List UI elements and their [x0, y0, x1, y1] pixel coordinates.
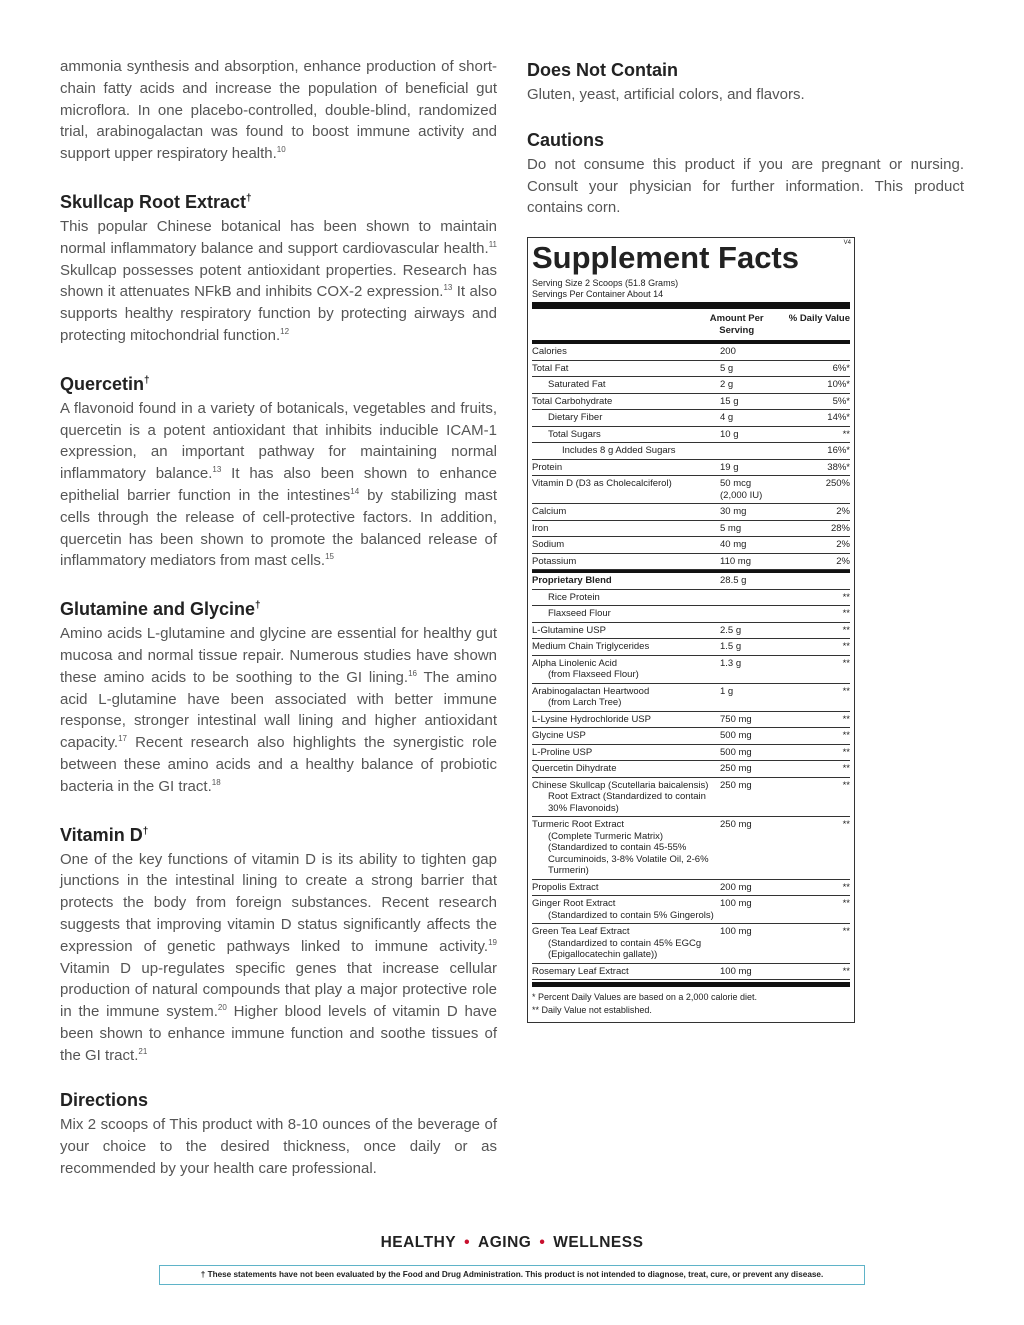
- ingredient-name: Flaxseed Flour: [548, 608, 611, 619]
- ingredient-name: Arabinogalactan Heartwood (from Larch Tree): [532, 685, 650, 708]
- ingredient-amount: 110 mg: [720, 555, 751, 567]
- section-heading: Glutamine and Glycine†: [60, 599, 261, 620]
- tagline-separator: •: [464, 1234, 471, 1251]
- ingredient-daily-value: **: [842, 657, 850, 669]
- ingredient-amount: 15 g: [720, 395, 739, 407]
- ingredient-daily-value: [780, 346, 850, 358]
- facts-row: [532, 573, 850, 590]
- tagline-separator: •: [539, 1234, 546, 1251]
- ingredient-daily-value: **: [842, 641, 850, 652]
- tagline-word: HEALTHY: [380, 1234, 457, 1251]
- section-heading: Directions: [60, 1090, 149, 1111]
- ingredient-name: Alpha Linolenic Acid (from Flaxseed Flour): [532, 657, 639, 680]
- section-heading: Vitamin D†: [60, 824, 149, 845]
- ingredient-name: Dietary Fiber: [548, 412, 603, 423]
- ingredient-daily-value: 5%*: [832, 395, 850, 407]
- ingredient-daily-value: **: [842, 713, 850, 725]
- ingredient-amount: 250 mg: [720, 763, 752, 774]
- facts-row: [532, 745, 850, 762]
- ingredient-amount: [720, 592, 780, 604]
- supplement-facts-title: Supplement Facts: [532, 240, 799, 275]
- ingredient-amount: 30 mg: [720, 506, 747, 517]
- facts-row: [532, 344, 850, 361]
- ingredient-amount: 1.3 g: [720, 657, 742, 669]
- ingredient-daily-value: 2%: [836, 506, 850, 517]
- facts-row: [532, 656, 850, 684]
- facts-row: [532, 394, 850, 411]
- footnote-not-established: ** Daily Value not established.: [532, 1005, 652, 1015]
- servings-per-container: Servings Per Container About 14: [532, 289, 664, 299]
- ingredient-daily-value: **: [842, 819, 850, 830]
- ingredient-name: Total Sugars: [548, 428, 601, 440]
- article-sections: [60, 187, 497, 1180]
- ingredient-name: Protein: [532, 461, 563, 473]
- intro-paragraph: ammonia synthesis and absorption, enhance production of short-chain fatty acids and increase the population of beneficial gut microflora. In one placebo-controlled, double-blind, randomized trial, arabinogalactan was found to boost immune activity and support upper respiratory health.$^{10}$: [60, 58, 497, 163]
- ingredient-name: Proprietary Blend: [532, 575, 612, 586]
- ingredient-amount: 2.5 g: [720, 624, 742, 636]
- ingredient-daily-value: **: [842, 965, 850, 977]
- ingredient-amount: 1.5 g: [720, 641, 742, 652]
- facts-row: [532, 896, 850, 924]
- facts-row: [532, 443, 850, 460]
- ingredient-name: L-Lysine Hydrochloride USP: [532, 713, 651, 725]
- ingredient-daily-value: **: [842, 881, 850, 893]
- ingredient-amount: [720, 608, 780, 620]
- ingredient-amount: 2 g: [720, 379, 734, 390]
- ingredient-daily-value: **: [842, 746, 850, 758]
- ingredient-name: Chinese Skullcap (Scutellaria baicalensis) Root Extract (Standardized to contain 30% Flavonoids): [532, 779, 709, 814]
- ingredient-amount: 5 g: [720, 362, 734, 374]
- ingredient-name: Includes 8 g Added Sugars: [562, 445, 676, 456]
- daily-value-header: % Daily Value: [788, 313, 850, 324]
- facts-row: [532, 712, 850, 729]
- footnotes: [532, 990, 850, 1016]
- ingredient-name: Saturated Fat: [548, 379, 606, 390]
- facts-row: [532, 361, 850, 378]
- ingredient-name: Vitamin D (D3 as Cholecalciferol): [532, 478, 672, 489]
- ingredient-daily-value: **: [842, 591, 850, 603]
- right-column: [527, 56, 964, 219]
- left-column: [60, 56, 497, 1180]
- ingredient-name: Calcium: [532, 506, 567, 517]
- ingredient-amount: 10 g: [720, 428, 739, 440]
- section-paragraph: Amino acids L-glutamine and glycine are essential for healthy gut mucosa and normal tissue repair. Numerous studies have shown these amino acids to be soothing to the GI lining.$^{16}$ The amino acid L-glutamine have been associated with better immune response, stronger intestinal wall lining and higher antioxidant capacity.$^{17}$ Recent research also highlights the synergistic role between these amino acids and a healthy balance of probiotic bacteria in the GI tract.$^{18}$: [60, 625, 497, 795]
- ingredient-amount: 100 mg: [720, 898, 752, 909]
- ingredient-name: Total Fat: [532, 362, 569, 374]
- ingredient-daily-value: **: [842, 779, 850, 791]
- cautions-text: Do not consume this product if you are pregnant or nursing. Consult your physician for further information. This product contains corn.: [527, 155, 964, 217]
- ingredient-name: Rosemary Leaf Extract: [532, 965, 629, 977]
- facts-row: [532, 476, 850, 504]
- ingredient-name: Iron: [532, 522, 549, 534]
- ingredient-name: Calories: [532, 346, 567, 357]
- ingredient-name: Quercetin Dihydrate: [532, 763, 617, 774]
- facts-row: [532, 537, 850, 554]
- section-heading: Skullcap Root Extract†: [60, 191, 252, 212]
- ingredient-amount: 4 g: [720, 412, 734, 423]
- facts-column-headers: [532, 309, 850, 344]
- section-paragraph: Mix 2 scoops of This product with 8-10 ounces of the beverage of your choice to the desired thickness, once daily or as recommended by your health care professional.: [60, 1116, 497, 1178]
- ingredient-name: Medium Chain Triglycerides: [532, 641, 650, 652]
- facts-row: [532, 817, 850, 880]
- serving-size: Serving Size 2 Scoops (51.8 Grams): [532, 278, 679, 288]
- facts-row: [532, 684, 850, 712]
- ingredient-daily-value: **: [842, 624, 850, 636]
- ingredient-daily-value: **: [842, 926, 850, 937]
- ingredient-amount: 500 mg: [720, 746, 752, 758]
- ingredient-amount: 100 mg: [720, 965, 752, 977]
- facts-row: [532, 778, 850, 818]
- blend-rows: [532, 573, 850, 980]
- does-not-contain-text: Gluten, yeast, artificial colors, and flavors.: [527, 86, 805, 103]
- ingredient-amount: 250 mg: [720, 819, 752, 830]
- facts-row: [532, 590, 850, 607]
- fda-disclaimer: † These statements have not been evaluated by the Food and Drug Administration. This product is not intended to diagnose, treat, cure, or prevent any disease.: [159, 1265, 865, 1285]
- ingredient-amount: 40 mg: [720, 539, 747, 550]
- tagline-word: AGING: [478, 1234, 532, 1251]
- section-heading: Quercetin†: [60, 373, 150, 394]
- ingredient-daily-value: **: [842, 685, 850, 697]
- ingredient-daily-value: **: [842, 428, 850, 440]
- ingredient-name: Rice Protein: [548, 591, 600, 603]
- facts-row: [532, 460, 850, 477]
- does-not-contain-heading: Does Not Contain: [527, 60, 678, 80]
- facts-row: [532, 761, 850, 778]
- ingredient-daily-value: **: [842, 898, 850, 909]
- facts-row: [532, 623, 850, 640]
- section-paragraph: One of the key functions of vitamin D is its ability to tighten gap junctions in the intestinal lining to create a strong barrier that protects the body from foreign substances. Recent research suggests that improving vitamin D status significantly affects the expression of genetic pathways linked to immune activity.$^{19}$ Vitamin D up-regulates specific genes that increase cellular production of natural compounds that play a major protective role in the immune system.$^{20}$ Higher blood levels of vitamin D have been shown to enhance immune function and soothe tissues of the GI tract.$^{21}$: [60, 850, 497, 1064]
- ingredient-amount: 28.5 g: [720, 575, 747, 586]
- ingredient-daily-value: 10%*: [827, 379, 850, 390]
- ingredient-name: Green Tea Leaf Extract (Standardized to contain 45% EGCg (Epigallocatechin gallate)): [532, 926, 702, 960]
- supplement-facts-panel: [527, 237, 855, 1023]
- ingredient-amount: 250 mg: [720, 779, 752, 791]
- ingredient-name: L-Glutamine USP: [532, 624, 606, 636]
- ingredient-name: Turmeric Root Extract (Complete Turmeric Matrix) (Standardized to contain 45-55% Curcuminoids, 3-8% Volatile Oil, 2-6% Turmerin): [532, 819, 709, 876]
- ingredient-name: Potassium: [532, 555, 577, 567]
- facts-row: [532, 521, 850, 538]
- footnote-daily-values: * Percent Daily Values are based on a 2,000 calorie diet.: [532, 992, 757, 1002]
- ingredient-amount: 5 mg: [720, 522, 742, 534]
- ingredient-daily-value: **: [842, 608, 850, 619]
- ingredient-amount: 200 mg: [720, 881, 752, 893]
- panel-version: V4: [843, 240, 851, 246]
- end-divider: [532, 982, 850, 987]
- section-paragraph: A flavonoid found in a variety of botanicals, vegetables and fruits, quercetin is a potent antioxidant that inhibits inducible ICAM-1 expression, an important pathway for maintaining normal inflammatory balance.$^{13}$ It has also been shown to enhance epithelial barrier function in the intestines$^{14}$ by stabilizing mast cells through the release of cell-protective factors. In addition, quercetin has been shown to promote the balanced release of inflammatory mediators from mast cells.$^{15}$: [60, 399, 497, 570]
- ingredient-amount: 750 mg: [720, 713, 752, 725]
- ingredient-amount: 1 g: [720, 685, 734, 697]
- amount-header: Amount Per Serving: [709, 313, 764, 336]
- facts-row: [532, 504, 850, 521]
- nutrient-rows: [532, 344, 850, 570]
- ingredient-amount: [720, 445, 780, 457]
- facts-row: [532, 427, 850, 444]
- facts-row: [532, 410, 850, 427]
- ingredient-daily-value: **: [842, 730, 850, 741]
- ingredient-daily-value: 38%*: [827, 461, 850, 473]
- tagline: [0, 1234, 1024, 1252]
- facts-row: [532, 554, 850, 571]
- ingredient-name: Propolis Extract: [532, 881, 599, 893]
- facts-row: [532, 606, 850, 623]
- ingredient-daily-value: 2%: [836, 539, 850, 550]
- facts-row: [532, 964, 850, 981]
- ingredient-amount: 100 mg: [720, 926, 752, 937]
- facts-row: [532, 728, 850, 745]
- section-paragraph: This popular Chinese botanical has been shown to maintain normal inflammatory balance and support cardiovascular health.$^{11}$ Skullcap possesses potent antioxidant properties. Research has shown it attenuates NFkB and inhibits COX-2 expression.$^{13}$ It also supports healthy respiratory function by protecting airways and protecting mitochondrial function.$^{12}$: [60, 217, 498, 344]
- ingredient-name: Sodium: [532, 539, 565, 550]
- ingredient-daily-value: 28%: [830, 522, 850, 534]
- ingredient-name: Glycine USP: [532, 730, 586, 741]
- ingredient-daily-value: **: [842, 763, 850, 774]
- ingredient-amount: 500 mg: [720, 730, 752, 741]
- ingredient-daily-value: 2%: [836, 555, 850, 567]
- ingredient-amount: 50 mcg (2,000 IU): [720, 478, 763, 501]
- facts-row: [532, 639, 850, 656]
- tagline-word: WELLNESS: [553, 1234, 644, 1251]
- heavy-divider: [532, 302, 850, 309]
- ingredient-daily-value: 14%*: [827, 412, 850, 423]
- ingredient-daily-value: 6%*: [832, 362, 850, 374]
- ingredient-amount: 19 g: [720, 461, 739, 473]
- ingredient-name: Total Carbohydrate: [532, 395, 613, 407]
- facts-row: [532, 924, 850, 964]
- ingredient-daily-value: [780, 575, 850, 587]
- ingredient-name: Ginger Root Extract (Standardized to contain 5% Gingerols): [532, 898, 714, 921]
- facts-row: [532, 377, 850, 394]
- ingredient-amount: 200: [720, 346, 736, 357]
- facts-row: [532, 880, 850, 897]
- ingredient-daily-value: 16%*: [827, 445, 850, 456]
- cautions-heading: Cautions: [527, 129, 605, 150]
- ingredient-daily-value: 250%: [825, 478, 850, 489]
- ingredient-name: L-Proline USP: [532, 746, 593, 758]
